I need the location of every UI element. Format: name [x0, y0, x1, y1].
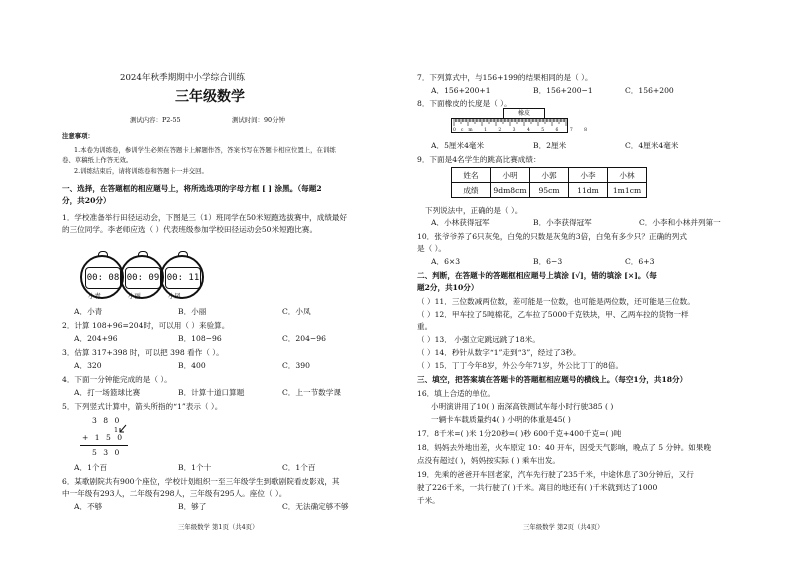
question-10: 10．张爷爷养了6只灰兔，白兔的只数是灰兔的3倍，白兔有多少只？正确的列式 — [417, 232, 687, 241]
judge-item: （ ）15．丁丁今年8岁，外公今年71岁，外公比丁丁的8倍。 — [417, 361, 624, 370]
table-cell: 1m1cm — [608, 183, 647, 198]
section-three-heading: 三、填空，把答案填在答题卡的答题框相应题号的横线上。（每空1分，共18分） — [417, 375, 688, 384]
option-a: A．打一场篮球比赛 — [74, 388, 141, 397]
table-header-cell: 小明 — [491, 168, 530, 183]
option-a: A．小林获得冠军 — [431, 218, 490, 227]
option-a: A．5厘米4毫米 — [431, 141, 485, 150]
stopwatch-icon — [120, 255, 164, 299]
page-footer: 三年级数学 第1页（共4页） — [178, 523, 259, 531]
table-header-cell: 姓名 — [452, 168, 491, 183]
option-b: B．108−96 — [178, 334, 222, 343]
sum-line — [80, 445, 128, 446]
option-c: C．6+3 — [625, 257, 655, 266]
table-cell: 11dm — [569, 183, 608, 198]
judge-item-cont: 重。 — [417, 322, 433, 331]
option-b: B．400 — [178, 361, 206, 370]
question-5: 5．下列竖式计算中，箭头所指的“1”表示（ ）。 — [62, 402, 223, 411]
stopwatch-name: 小青 — [88, 292, 101, 300]
table-header-cell: 小郭 — [530, 168, 569, 183]
table-cell: 成绩 — [452, 183, 491, 198]
table-row — [452, 168, 647, 183]
question-16: 16．填上合适的单位。 — [417, 389, 496, 398]
option-b: B．1个十 — [178, 463, 212, 472]
question-9-prompt: 下列说法中，正确的是（ ）。 — [425, 206, 523, 215]
question-17: 17．8千米=( )米 1分20秒=( )秒 600千克+400千克=( )吨 — [417, 429, 622, 438]
question-1-line2: 的三位同学。李老师应选（ ）代表班级参加学校田径运动会50米短跑比赛。 — [62, 225, 318, 234]
option-c: C．156+200 — [625, 86, 674, 95]
option-b: B．计算十道口算题 — [178, 388, 245, 397]
judge-item: （ ）11．三位数减两位数，差可能是一位数，也可能是两位数，还可能是三位数。 — [417, 297, 695, 306]
stopwatch-name: 小凤 — [168, 292, 181, 300]
question-19-line2: 驶了226千米，一共行驶了( )千米。离目的地还有( )千米就到达了1000 — [417, 483, 658, 492]
option-b: B．小李获得冠军 — [533, 218, 592, 227]
question-18: 18．妈妈去外地出差，火车原定 10：40 开车，因受天气影响，晚点了 5 分钟。如果晚 — [417, 443, 712, 452]
page-footer: 三年级数学 第2页（共4页） — [523, 523, 604, 531]
ruler-labels: 0cm 1 2 3 4 5 6 7 8 — [453, 128, 592, 133]
carry-digit: 1 — [114, 426, 119, 434]
section-two-heading-2: 题2分，共10分） — [417, 283, 479, 292]
option-c: C．上一节数学课 — [282, 388, 341, 397]
stopwatch-reading: 00: 09 — [125, 267, 161, 289]
option-c: C．390 — [282, 361, 310, 370]
question-19: 19．先乘的爸爸开车回老家，汽车先行驶了235千米，中途休息了30分钟后，又行 — [417, 470, 694, 479]
exam-subtitle: 三年级数学 — [175, 89, 245, 105]
option-c: C．无法确定够不够 — [282, 502, 349, 511]
stopwatch-icon — [160, 255, 204, 299]
section-one-heading-2: 分，共20分） — [62, 196, 111, 205]
stopwatch-name: 小丽 — [128, 292, 141, 300]
table-header-cell: 小林 — [608, 168, 647, 183]
vertical-mid: + 1 5 0 — [82, 433, 125, 442]
option-a: A．1个百 — [74, 463, 108, 472]
section-two-heading: 二、判断，在答题卡的答题框相应题号上填涂 [√]，错的填涂 [×]。（每 — [417, 271, 657, 280]
option-b: B．够了 — [178, 502, 207, 511]
stopwatch-icon — [80, 255, 124, 299]
judge-item: （ ）12．甲车拉了5吨棉花，乙车拉了5000千克铁块，甲、乙两车拉的货物一样 — [417, 310, 689, 319]
question-8: 8．下面橡皮的长度是（ ）。 — [417, 99, 512, 108]
results-table — [451, 167, 647, 198]
notice-line: 1.本卷为训练卷，参训学生必须在答题卡上解题作答，答案书写在答题卡相应位置上，在训练 — [74, 146, 336, 154]
option-c: C．204−96 — [282, 334, 326, 343]
stopwatch-reading: 00: 08 — [85, 267, 121, 289]
option-c: C．4厘米4毫米 — [625, 141, 679, 150]
eraser: 橡皮 — [503, 108, 545, 120]
section-one-heading: 一、选择，在答题框的相应题号上，将所选选项的字母方框 [ ] 涂黑。（每题2 — [62, 184, 322, 193]
question-16-line: 一辆卡车载质量约4( ) 小明的体重是45( ) — [431, 415, 571, 424]
question-6-line2: 中一年级有293人，二年级有298人，三年级有295人。座位（ ）。 — [62, 489, 287, 498]
question-7: 7．下列算式中，与156+199的结果相同的是（ ）。 — [417, 73, 593, 82]
vertical-top: 3 8 0 — [92, 416, 122, 425]
question-18-line2: 点没有超过( )，妈妈按实际 ( ) 乘车出发。 — [417, 456, 561, 465]
question-2: 2．计算 108+96=204时，可以用（ ）来验算。 — [62, 321, 230, 330]
test-time: 测试时间：90分钟 — [232, 116, 285, 124]
notice-title: 注意事项： — [62, 132, 94, 140]
stopwatch-reading: 00: 11 — [165, 267, 201, 289]
option-b: B．2厘米 — [533, 141, 567, 150]
question-10-line2: 是（ ）。 — [417, 244, 446, 253]
option-c: C．1个百 — [282, 463, 316, 472]
option-a: A．320 — [74, 361, 102, 370]
notice-line: 2.训练结束后，请将训练卷和答题卡一并交回。 — [74, 167, 208, 175]
option-a: A．6×3 — [431, 257, 461, 266]
notice-line: 卷、草稿纸上作答无效。 — [62, 156, 133, 164]
option-c: C．小李和小林并列第一 — [639, 218, 721, 227]
question-1: 1．学校准备举行田径运动会，下图是三（1）班同学在50米短跑选拔赛中，成绩最好 — [62, 213, 348, 222]
option-b: B．156+200−1 — [533, 86, 593, 95]
option-b: B．6−3 — [533, 257, 563, 266]
question-16-line: 小明演讲用了10( ) 南深高铁测试车每小时行驶385 ( ) — [431, 402, 614, 411]
test-scope: 测试内容：P2-55 — [130, 116, 181, 124]
table-cell: 9dm8cm — [491, 183, 530, 198]
option-a: A．204+96 — [74, 334, 118, 343]
judge-item: （ ）13． 小强立定跳远跳了18米。 — [417, 335, 540, 344]
option-a: A．156+200+1 — [431, 86, 491, 95]
question-3: 3．估算 317+398 时，可以把 398 看作（ ）。 — [62, 348, 224, 357]
option-c: C．小凤 — [282, 307, 311, 316]
exam-title: 2024年秋季期期中小学综合训练 — [120, 73, 245, 83]
option-b: B．小丽 — [178, 307, 207, 316]
judge-item: （ ）14．秒针从数字“1”走到“3”，经过了3秒。 — [417, 348, 581, 357]
question-4: 4．下面一分钟能完成的是（ ）。 — [62, 375, 172, 384]
table-cell: 95cm — [530, 183, 569, 198]
table-row — [452, 183, 647, 198]
option-a: A．不够 — [74, 502, 103, 511]
question-9: 9．下面是4名学生的跳高比赛成绩： — [417, 155, 541, 164]
table-header-cell: 小李 — [569, 168, 608, 183]
page-two — [397, 0, 794, 561]
option-a: A．小青 — [74, 307, 103, 316]
vertical-bottom: 5 3 0 — [92, 448, 122, 457]
question-19-line3: 千米。 — [417, 496, 440, 505]
question-6: 6．某歌剧院共有900个座位，学校计划组织一至三年级学生到歌剧院看皮影戏，其 — [62, 477, 340, 486]
